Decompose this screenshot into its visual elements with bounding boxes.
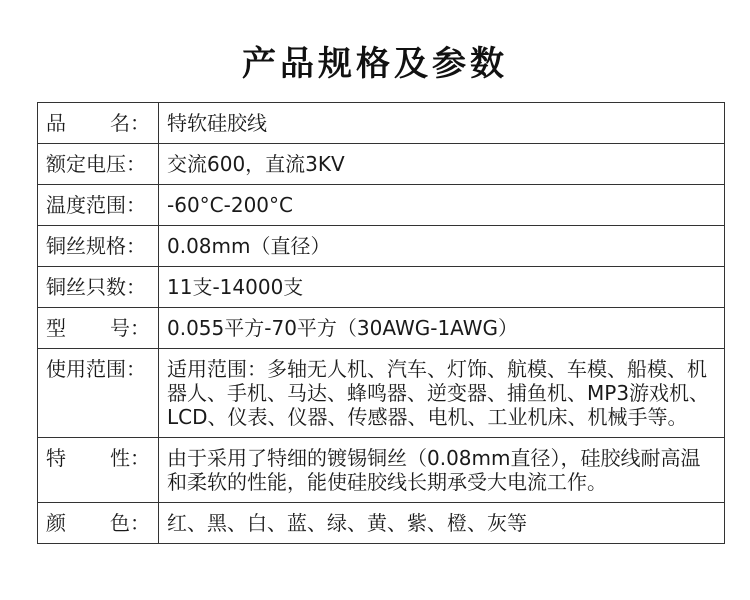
spec-label-left: 型 — [46, 316, 66, 340]
spec-label: 额定电压： — [38, 144, 159, 185]
spec-value: 由于采用了特细的镀锡铜丝（0.08mm直径），硅胶线耐高温和柔软的性能，能使硅胶线长期承受大电流工作。 — [159, 438, 725, 503]
spec-value: 0.08mm（直径） — [159, 226, 725, 267]
spec-label: 铜丝只数： — [38, 267, 159, 308]
spec-value: 特软硅胶线 — [159, 103, 725, 144]
spec-label — [38, 503, 159, 544]
spec-label — [38, 103, 159, 144]
spec-label: 使用范围： — [38, 349, 159, 438]
spec-row-wire-count — [38, 267, 725, 308]
spec-label: 铜丝规格： — [38, 226, 159, 267]
spec-value: 适用范围：多轴无人机、汽车、灯饰、航模、车模、船模、机器人、手机、马达、蜂鸣器、逆变器、捕鱼机、MP3游戏机、LCD、仪表、仪器、传感器、电机、工业机床、机械手等。 — [159, 349, 725, 438]
spec-label-right: 名： — [110, 111, 150, 135]
spec-value: 交流600，直流3KV — [159, 144, 725, 185]
spec-row-features — [38, 438, 725, 503]
spec-label: 温度范围： — [38, 185, 159, 226]
spec-value: 红、黑、白、蓝、绿、黄、紫、橙、灰等 — [159, 503, 725, 544]
spec-label-left: 特 — [46, 446, 66, 470]
spec-label-left: 品 — [46, 111, 66, 135]
spec-label-right: 色： — [110, 511, 150, 535]
spec-value: 0.055平方-70平方（30AWG-1AWG） — [159, 308, 725, 349]
spec-label — [38, 308, 159, 349]
spec-row-voltage — [38, 144, 725, 185]
spec-row-name — [38, 103, 725, 144]
spec-label-left: 颜 — [46, 511, 66, 535]
spec-row-colors — [38, 503, 725, 544]
spec-value: -60°C-200°C — [159, 185, 725, 226]
spec-row-wire-spec — [38, 226, 725, 267]
page-title: 产品规格及参数 — [242, 44, 508, 84]
spec-value: 11支-14000支 — [159, 267, 725, 308]
spec-label — [38, 438, 159, 503]
spec-row-usage — [38, 349, 725, 438]
spec-label-right: 号： — [110, 316, 150, 340]
spec-label-right: 性： — [110, 446, 150, 470]
spec-table — [37, 102, 725, 544]
spec-row-model — [38, 308, 725, 349]
spec-row-temperature — [38, 185, 725, 226]
